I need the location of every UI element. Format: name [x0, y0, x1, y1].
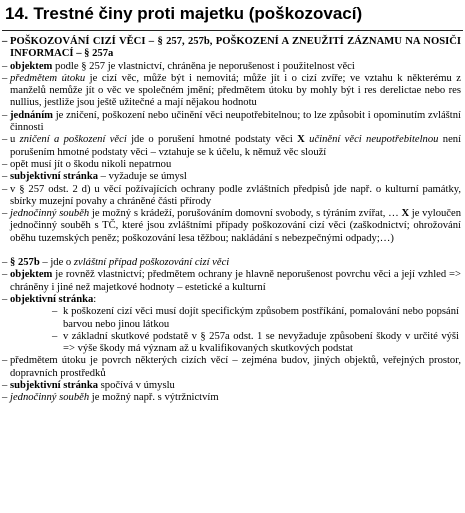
bold-term: jednáním	[10, 109, 53, 121]
bullet-dash: –	[2, 392, 8, 404]
list-item	[0, 294, 465, 306]
italic-term: zvláštní případ poškozování cizí věci	[73, 257, 230, 269]
italic-term: jednočinný souběh	[10, 392, 90, 404]
text-run: v základní skutkové podstatě v § 257a odst. 1 se nevyžaduje způsobení škody v určité výši => výše škody má význam až u kvalifikovaných skutkových podstat	[63, 330, 459, 355]
bullet-dash: –	[2, 60, 8, 72]
text-run: je zničení, poškození nebo učinění věci neupotřebitelnou; to lze způsobit i opominutím zvláštní činnosti	[10, 109, 461, 134]
bold-term: subjektivní stránka	[10, 171, 99, 183]
bullet-dash: –	[2, 257, 8, 269]
text-run: v § 257 odst. 2 d) u věcí požívajících ochrany podle zvláštních předpisů jde např. o kulturní památky, sbírky muzejní povahy a chráněné části přírody	[10, 183, 461, 207]
list-section-257b	[0, 257, 465, 405]
list-item	[0, 392, 465, 404]
list-item	[0, 171, 465, 183]
text-run: je rovněž vlastnictví; předmětem ochrany je hlavně neporušenost povrchu věci a její vzhled => chráněny i jiné než majetkové hodnoty – estetické a kulturní	[10, 269, 461, 293]
text-run: – jde o	[39, 257, 74, 269]
list-item	[0, 73, 465, 110]
text-run: je cizí věc, může být i nemovitá; může jít i o cizí zvíře; ve vztahu k některému z manželů nemůže jít o věc ve společném jmění; předmětem útoku by mohly být i res derelictae nebo res nullius, jestliže jsou ještě užitečné a mají nějakou hodnotu	[10, 72, 461, 109]
text-run: je vyloučen jednočinný souběh s TČ, které jsou zvláštními případy poškozování cizí věci (zaškodnictví; ohrožování oběhu tuzemských peněz; poškozování lesa těžbou; nakládání s nebezpečnými odpady;…)	[10, 208, 461, 244]
page-title: 14. Trestné činy proti majetku (poškozovací)	[5, 4, 363, 23]
text-run: je možný s krádeží, porušováním domovní svobody, s týráním zvířat, …	[89, 208, 402, 220]
list-item	[0, 159, 465, 171]
bullet-dash: –	[2, 269, 8, 281]
text-run: jde o porušení hmotné podstaty věci	[126, 134, 298, 146]
text-run: opět musí jít o škodu nikoli nepatrnou	[10, 158, 172, 170]
list-section-257	[0, 61, 465, 245]
section-header-text: POŠKOZOVÁNÍ CIZÍ VĚCI – § 257, 257b, POŠKOZENÍ A ZNEUŽITÍ ZÁZNAMU NA NOSIČI INFORMACÍ – § 257a	[10, 36, 461, 60]
list-item	[0, 208, 465, 245]
bullet-dash: –	[2, 355, 8, 367]
text-run: :	[93, 293, 97, 305]
bold-term: objektem	[10, 60, 53, 72]
italic-term: jednočinný souběh	[10, 208, 90, 220]
text-run: k poškození cizí věci musí dojít specifickým způsobem postříkání, pomalování nebo popsání barvou nebo jinou látkou	[63, 306, 459, 330]
bullet-dash: –	[2, 380, 8, 392]
list-item	[0, 380, 465, 392]
bullet-dash: –	[2, 183, 8, 195]
text-run: je možný např. s výtržnictvím	[89, 392, 219, 404]
list-item	[0, 61, 465, 73]
italic-term: předmětem útoku	[10, 72, 86, 84]
bullet-dash: –	[2, 208, 8, 220]
bullet-dash: –	[52, 330, 58, 342]
text-run: spočívá v úmyslu	[98, 380, 175, 392]
italic-term: učinění věci neupotřebitelnou	[309, 134, 439, 146]
italic-term: zničení a poškození věci	[19, 134, 127, 146]
list-item	[0, 184, 465, 209]
bullet-dash: –	[2, 158, 8, 170]
bullet-dash: –	[2, 109, 8, 121]
bold-term: X	[297, 134, 305, 146]
spacer	[0, 245, 465, 257]
bullet-dash: –	[2, 293, 8, 305]
bold-term: subjektivní stránka	[10, 380, 99, 392]
text-run: podle § 257 je vlastnictví, chráněna je neporušenost i použitelnost věci	[52, 60, 355, 72]
list-item	[0, 355, 465, 380]
bullet-dash: –	[2, 36, 8, 47]
text-run: předmětem útoku je povrch některých cizích věcí – zejména budov, jiných objektů, veřejných prostor, dopravních prostředků	[10, 355, 461, 379]
bullet-dash: –	[2, 171, 8, 183]
list-item	[0, 110, 465, 135]
text-run: není porušením hmotné podstaty věci – vztahuje se k účelu, k němuž věc slouží	[10, 134, 462, 158]
bold-term: objektem	[10, 269, 53, 281]
bold-term: § 257b	[10, 257, 40, 269]
bold-term: X	[401, 208, 410, 220]
list-item	[0, 134, 465, 159]
list-item	[0, 331, 465, 356]
list-item	[0, 269, 465, 294]
section-header	[0, 36, 465, 61]
bullet-dash: –	[2, 134, 8, 146]
list-item	[0, 306, 465, 331]
text-run: – vyžaduje se úmysl	[98, 171, 187, 183]
document-body	[0, 31, 465, 405]
bold-term: objektivní stránka	[10, 293, 94, 305]
text-run: u	[10, 134, 20, 146]
bullet-dash: –	[52, 306, 58, 318]
list-item	[0, 257, 465, 269]
bullet-dash: –	[2, 72, 8, 84]
